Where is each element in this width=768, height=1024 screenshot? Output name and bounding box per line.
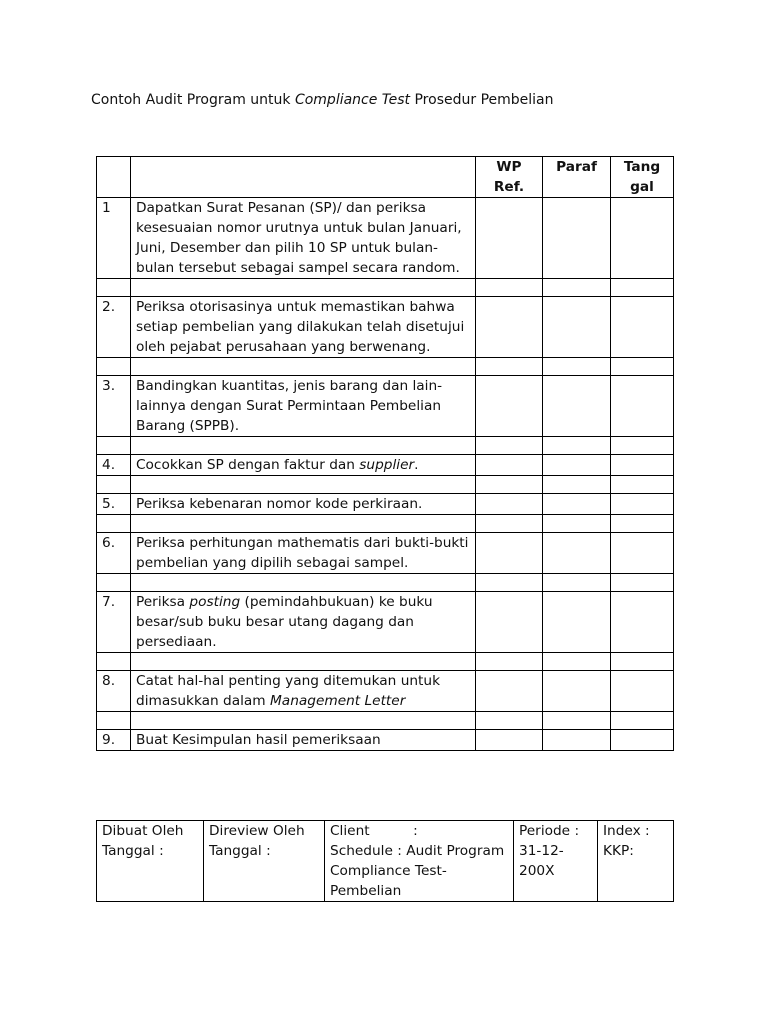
spacer-cell (543, 476, 611, 494)
prepared-by-label: Dibuat Oleh (102, 823, 184, 839)
wp-ref-cell (476, 592, 543, 653)
spacer-row (97, 358, 674, 376)
wp-ref-cell (476, 297, 543, 358)
procedure-text-main: Periksa (136, 594, 190, 610)
procedure-text-tail: . (414, 457, 419, 473)
audit-program-table (96, 156, 674, 751)
spacer-cell (131, 574, 476, 592)
title-part-3: Prosedur Pembelian (410, 92, 554, 108)
prepared-date-label: Tanggal : (102, 843, 164, 859)
item-number: 2. (97, 297, 131, 358)
spacer-cell (131, 358, 476, 376)
procedure-text (131, 376, 476, 437)
spacer-cell (476, 358, 543, 376)
tanggal-cell (611, 671, 674, 712)
spacer-cell (131, 476, 476, 494)
client-cell (325, 821, 514, 902)
procedure-text-main: Cocokkan SP dengan faktur dan (136, 457, 360, 473)
paraf-cell (543, 297, 611, 358)
wp-ref-cell (476, 494, 543, 515)
table-row (97, 455, 674, 476)
spacer-cell (131, 437, 476, 455)
spacer-cell (97, 437, 131, 455)
spacer-cell (476, 437, 543, 455)
spacer-cell (97, 712, 131, 730)
spacer-cell (543, 712, 611, 730)
table-row (97, 671, 674, 712)
procedure-text-main: Catat hal-hal penting yang ditemukan untuk dimasukkan dalam (136, 673, 441, 709)
wp-ref-cell (476, 198, 543, 279)
spacer-cell (476, 712, 543, 730)
spacer-cell (97, 653, 131, 671)
table-row (97, 494, 674, 515)
header-no (97, 157, 131, 198)
procedure-text-italic: Management Letter (270, 693, 406, 709)
title-part-2-italic: Compliance Test (294, 92, 411, 108)
table-row (97, 376, 674, 437)
spacer-cell (131, 515, 476, 533)
spacer-cell (97, 279, 131, 297)
procedure-text-main: Bandingkan kuantitas, jenis barang dan lain-lainnya dengan Surat Permintaan Pembelian Barang (SPPB). (136, 378, 443, 434)
tanggal-cell (611, 494, 674, 515)
header-tanggal: Tang gal (611, 157, 674, 198)
spacer-cell (543, 574, 611, 592)
item-number: 5. (97, 494, 131, 515)
procedure-text-italic: supplier (359, 457, 415, 473)
procedure-text-main: Dapatkan Surat Pesanan (SP)/ dan periksa kesesuaian nomor urutnya untuk bulan Januari, Juni, Desember dan pilih 10 SP untuk bulan-bulan tersebut sebagai sampel secara random. (136, 200, 462, 276)
reviewed-by-label: Direview Oleh (209, 823, 305, 839)
spacer-cell (543, 437, 611, 455)
schedule-label: Schedule : Audit Program Compliance Test-Pembelian (330, 843, 505, 899)
spacer-cell (476, 476, 543, 494)
period-label: Periode : 31-12-200X (519, 823, 580, 879)
spacer-cell (543, 279, 611, 297)
item-number: 9. (97, 730, 131, 751)
title-part-1: Contoh Audit Program untuk (91, 92, 295, 108)
wp-ref-cell (476, 455, 543, 476)
item-number: 4. (97, 455, 131, 476)
procedure-text (131, 671, 476, 712)
item-number: 8. (97, 671, 131, 712)
paraf-cell (543, 198, 611, 279)
spacer-cell (476, 515, 543, 533)
header-row (97, 157, 674, 198)
tanggal-cell (611, 730, 674, 751)
procedure-text-italic: posting (189, 594, 241, 610)
procedure-text (131, 592, 476, 653)
spacer-cell (611, 437, 674, 455)
spacer-cell (611, 574, 674, 592)
signoff-row (97, 821, 674, 902)
spacer-cell (97, 515, 131, 533)
spacer-row (97, 476, 674, 494)
paraf-cell (543, 533, 611, 574)
paraf-cell (543, 494, 611, 515)
spacer-cell (476, 574, 543, 592)
reviewed-date-label: Tanggal : (209, 843, 271, 859)
spacer-row (97, 279, 674, 297)
paraf-cell (543, 376, 611, 437)
table-row (97, 592, 674, 653)
index-label: Index : (603, 823, 650, 839)
spacer-cell (611, 358, 674, 376)
procedure-text (131, 730, 476, 751)
wp-ref-cell (476, 376, 543, 437)
tanggal-cell (611, 592, 674, 653)
spacer-row (97, 515, 674, 533)
spacer-row (97, 574, 674, 592)
procedure-text (131, 455, 476, 476)
spacer-cell (543, 515, 611, 533)
spacer-cell (97, 358, 131, 376)
paraf-cell (543, 671, 611, 712)
header-paraf: Paraf (543, 157, 611, 198)
tanggal-cell (611, 455, 674, 476)
spacer-cell (611, 476, 674, 494)
spacer-cell (131, 653, 476, 671)
spacer-row (97, 712, 674, 730)
item-number: 1 (97, 198, 131, 279)
audit-table-body (97, 198, 674, 751)
table-row (97, 730, 674, 751)
procedure-text-main: Periksa perhitungan mathematis dari bukti-bukti pembelian yang dipilih sebagai sampel. (136, 535, 469, 571)
item-number: 6. (97, 533, 131, 574)
procedure-text (131, 198, 476, 279)
tanggal-cell (611, 297, 674, 358)
document-title (91, 90, 554, 110)
paraf-cell (543, 730, 611, 751)
paraf-cell (543, 455, 611, 476)
period-cell (514, 821, 598, 902)
item-number: 3. (97, 376, 131, 437)
procedure-text-main: Buat Kesimpulan hasil pemeriksaan (136, 732, 381, 748)
header-procedure (131, 157, 476, 198)
wp-ref-cell (476, 533, 543, 574)
procedure-text (131, 533, 476, 574)
procedure-text-main: Periksa kebenaran nomor kode perkiraan. (136, 496, 423, 512)
spacer-cell (611, 653, 674, 671)
spacer-cell (131, 279, 476, 297)
signoff-table (96, 820, 674, 902)
spacer-cell (611, 515, 674, 533)
spacer-cell (131, 712, 476, 730)
spacer-cell (611, 712, 674, 730)
tanggal-cell (611, 533, 674, 574)
wp-ref-cell (476, 730, 543, 751)
table-row (97, 297, 674, 358)
client-label: Client : (330, 823, 418, 839)
index-cell (598, 821, 674, 902)
prepared-by-cell (97, 821, 204, 902)
spacer-cell (476, 653, 543, 671)
spacer-cell (476, 279, 543, 297)
procedure-text-tail: (pemindahbukuan) ke buku besar/sub buku besar utang dagang dan persediaan. (136, 594, 433, 650)
tanggal-cell (611, 376, 674, 437)
wp-ref-cell (476, 671, 543, 712)
paraf-cell (543, 592, 611, 653)
table-row (97, 533, 674, 574)
procedure-text (131, 297, 476, 358)
procedure-text (131, 494, 476, 515)
reviewed-by-cell (204, 821, 325, 902)
procedure-text-main: Periksa otorisasinya untuk memastikan bahwa setiap pembelian yang dilakukan telah disetujui oleh pejabat perusahaan yang berwenang. (136, 299, 465, 355)
spacer-cell (543, 358, 611, 376)
item-number: 7. (97, 592, 131, 653)
spacer-row (97, 437, 674, 455)
kkp-label: KKP: (603, 843, 634, 859)
spacer-cell (97, 476, 131, 494)
spacer-cell (543, 653, 611, 671)
spacer-cell (611, 279, 674, 297)
tanggal-cell (611, 198, 674, 279)
header-wp-ref: WP Ref. (476, 157, 543, 198)
table-row (97, 198, 674, 279)
spacer-row (97, 653, 674, 671)
spacer-cell (97, 574, 131, 592)
